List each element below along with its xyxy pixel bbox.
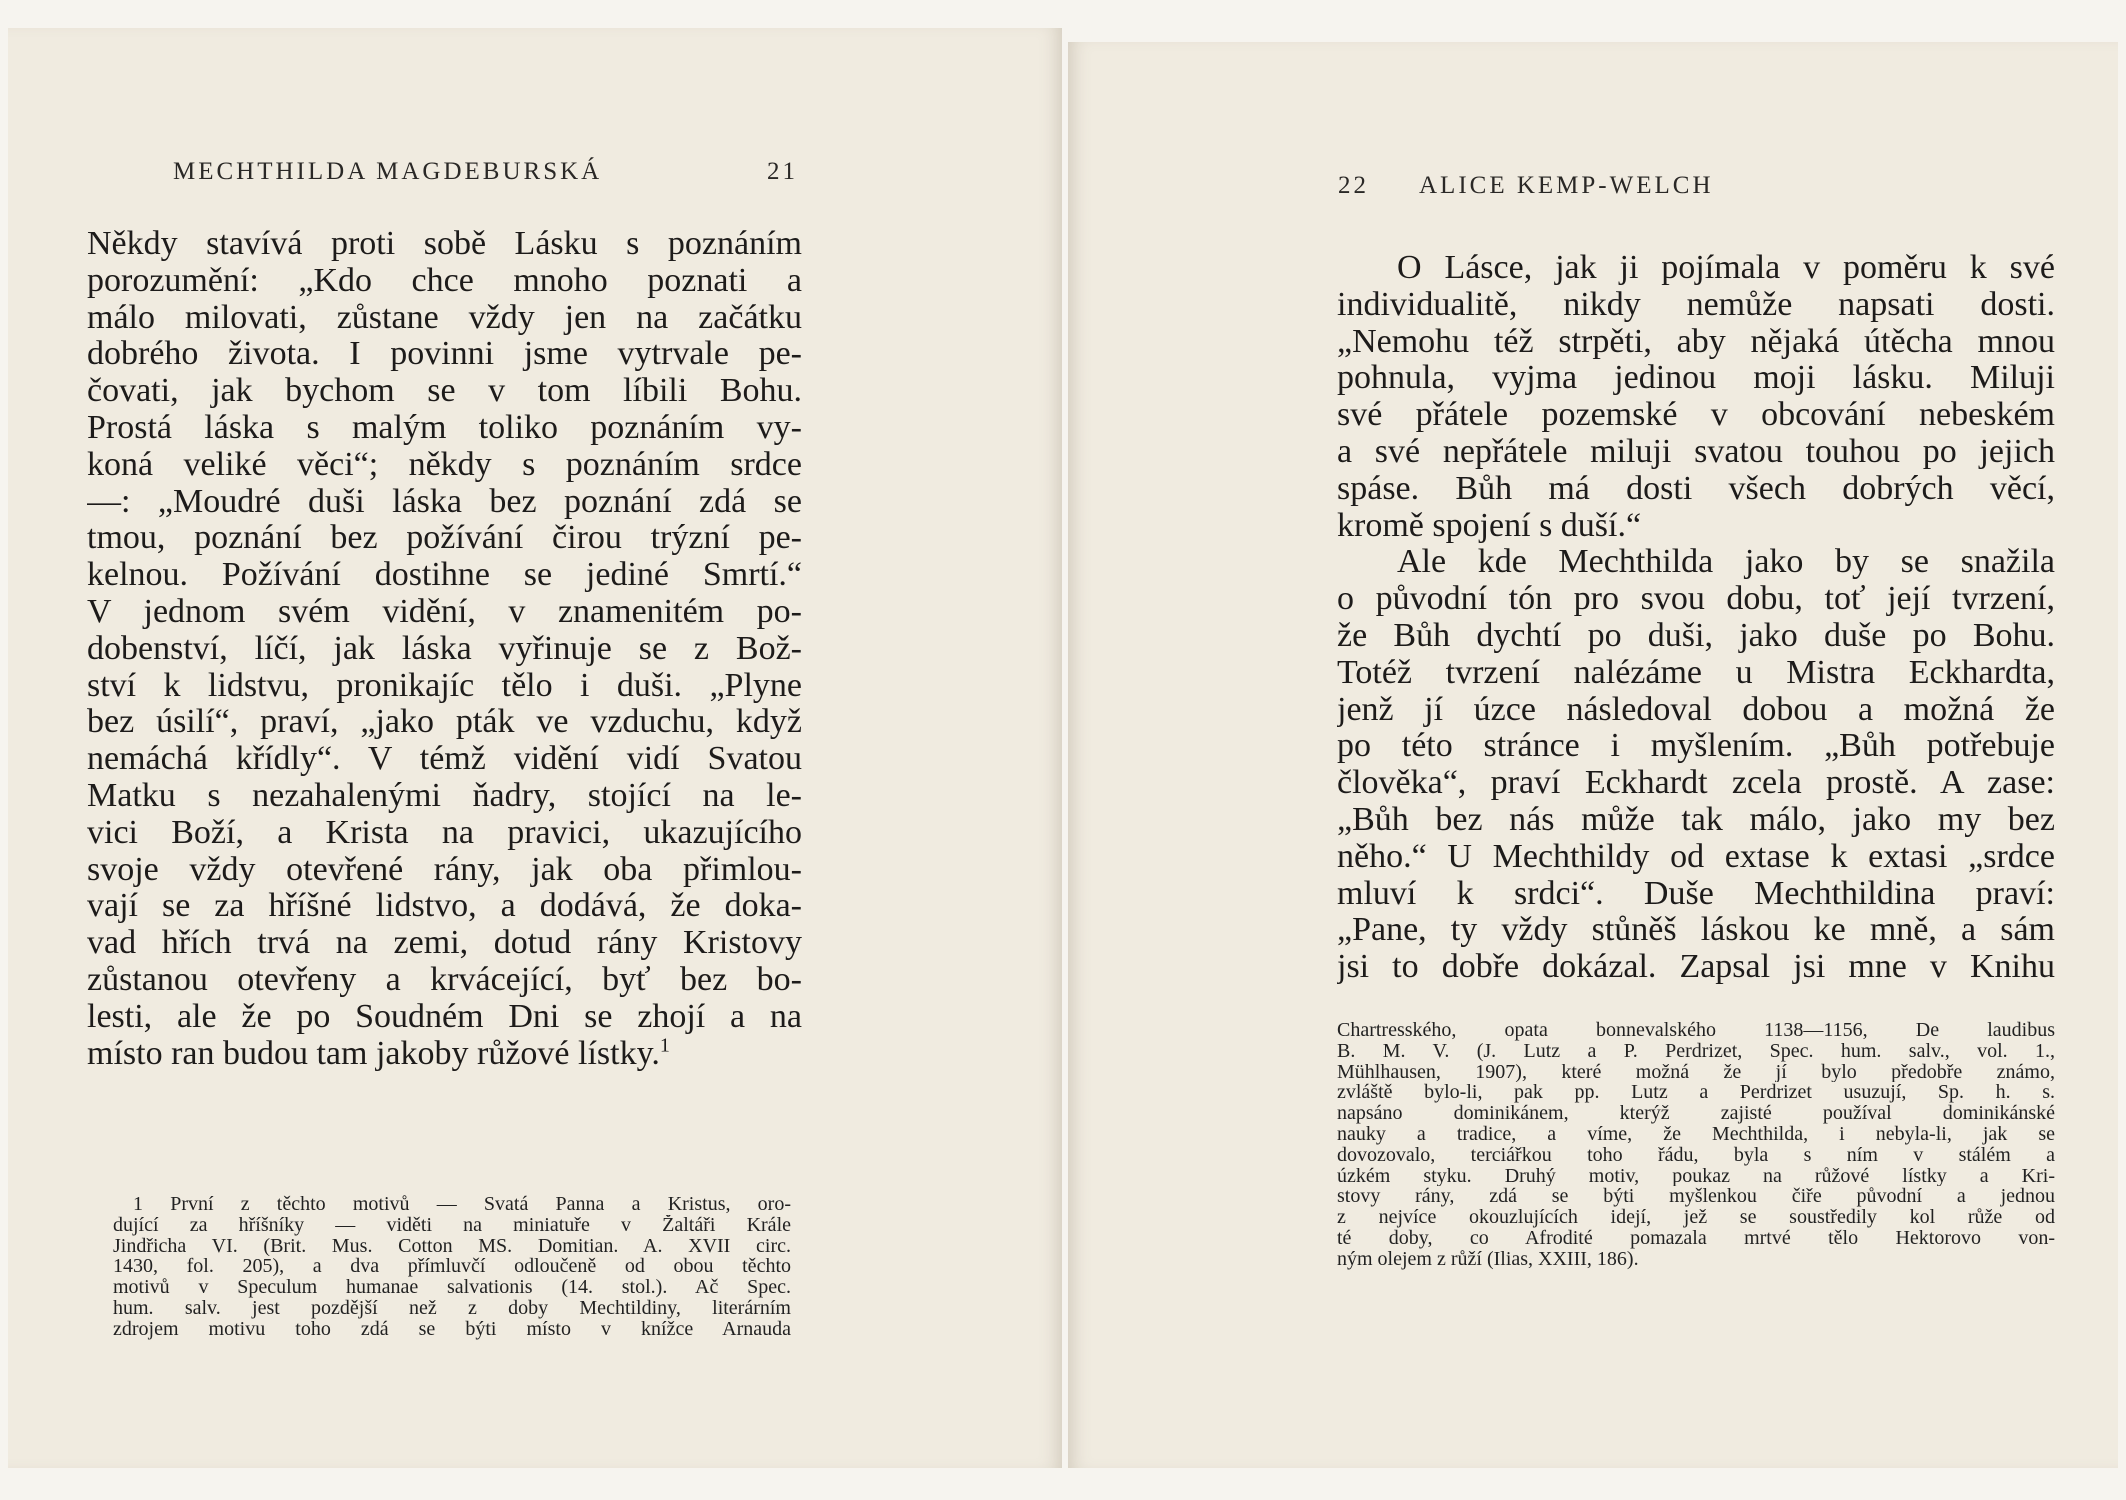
right-footnote-line: nauky a tradice, a víme, že Mechthilda, i nebyla-li, jak se bbox=[1337, 1123, 2055, 1145]
right-body-line: pohnula, vyjma jedinou moji lásku. Miluji bbox=[1337, 360, 2055, 397]
right-running-head bbox=[1338, 172, 1908, 200]
right-footnote-line: ným olejem z růží (Ilias, XXIII, 186). bbox=[1337, 1248, 1639, 1270]
left-running-head bbox=[173, 158, 798, 186]
right-body-line: jsi to dobře dokázal. Zapsal jsi mne v Knihu bbox=[1337, 949, 2055, 986]
left-body-line: dobrého života. I povinni jsme vytrvale pe- bbox=[87, 336, 802, 373]
left-body-line: svoje vždy otevřené rány, jak oba přimlou- bbox=[87, 851, 802, 888]
right-body-line: a své nepřátele miluji svatou touhou po jejich bbox=[1337, 433, 2055, 470]
left-body-line: vad hřích trvá na zemi, dotud rány Kristovy bbox=[87, 925, 802, 962]
right-body-line: individualitě, nikdy nemůže napsati dosti. bbox=[1337, 286, 2055, 323]
left-page-number: 21 bbox=[767, 158, 798, 185]
right-body-line: po této stránce i myšlením. „Bůh potřebuje bbox=[1337, 728, 2055, 765]
left-body-line: Matku s nezahalenými ňadry, stojící na le- bbox=[87, 777, 802, 814]
right-footnote-line: napsáno dominikánem, kterýž zajisté používal dominikánské bbox=[1337, 1103, 2055, 1124]
left-footnote bbox=[113, 1194, 791, 1340]
left-footnote-line: Jindřicha VI. (Brit. Mus. Cotton MS. Domitian. A. XVII circ. bbox=[113, 1235, 791, 1257]
left-footnote-line: dující za hříšníky — viděti na miniatuře v Žaltáři Krále bbox=[113, 1214, 791, 1236]
left-body-line: koná veliké věci“; někdy s poznáním srdce bbox=[87, 446, 802, 483]
right-footnote-line: z nejvíce okouzlujících idejí, jež se soustředily kol růže od bbox=[1337, 1207, 2055, 1228]
left-body-line: ství k lidstvu, pronikajíc tělo i duši. „Plyne bbox=[87, 667, 802, 704]
left-body-line: porozumění: „Kdo chce mnoho poznati a bbox=[87, 262, 802, 299]
left-body-line: Někdy stavívá proti sobě Lásku s poznáním bbox=[87, 226, 802, 262]
right-footnote-line: Mühlhausen, 1907), které možná že jí bylo předobře známo, bbox=[1337, 1061, 2055, 1083]
right-body-line: o původní tón pro svou dobu, toť její tvrzení, bbox=[1337, 581, 2055, 618]
right-footnote bbox=[1337, 1020, 2055, 1270]
right-body-line: Totéž tvrzení nalézáme u Mistra Eckhardta, bbox=[1337, 654, 2055, 691]
right-footnote-line: B. M. V. (J. Lutz a P. Perdrizet, Spec. hum. salv., vol. 1., bbox=[1337, 1040, 2055, 1062]
right-footnote-line: stovy rány, zdá se býti myšlenkou čiře původní a jednou bbox=[1337, 1186, 2055, 1208]
right-footnote-line: Chartresského, opata bonnevalského 1138—1156, De laudibus bbox=[1337, 1020, 2055, 1041]
right-page-number: 22 bbox=[1338, 172, 1369, 199]
right-body-line: „Pane, ty vždy stůněš láskou ke mně, a sám bbox=[1337, 912, 2055, 949]
left-body-line: —: „Moudré duši láska bez poznání zdá se bbox=[87, 483, 802, 520]
left-body-last-line bbox=[87, 1036, 802, 1073]
left-body-line: málo milovati, zůstane vždy jen na začátku bbox=[87, 299, 802, 336]
right-page bbox=[1068, 42, 2118, 1468]
left-body-line: dobenství, líčí, jak láska vyřinuje se z Bož- bbox=[87, 630, 802, 667]
left-body-line: vici Boží, a Krista na pravici, ukazujícího bbox=[87, 814, 802, 851]
right-body-line: že Bůh dychtí po duši, jako duše po Bohu. bbox=[1337, 617, 2055, 654]
right-footnote-line: zvláště bylo-li, pak pp. Lutz a Perdrizet usuzují, Sp. h. s. bbox=[1337, 1082, 2055, 1104]
right-footnote-line: té doby, co Afrodité pomazala mrtvé tělo Hektorovo von- bbox=[1337, 1227, 2055, 1249]
left-body-text bbox=[87, 226, 802, 1072]
left-body-line: Prostá láska s malým toliko poznáním vy- bbox=[87, 409, 802, 446]
right-body-line: spáse. Bůh má dosti všech dobrých věcí, bbox=[1337, 470, 2055, 507]
left-footnote-line: 1430, fol. 205), a dva přímluvčí odloučeně od obou těchto bbox=[113, 1256, 791, 1278]
left-body-line-text: místo ran budou tam jakoby růžové lístky. bbox=[87, 1035, 660, 1072]
right-body-line: člověka“, praví Eckhardt zcela prostě. A zase: bbox=[1337, 765, 2055, 802]
left-body-line: bez úsilí“, praví, „jako pták ve vzduchu, když bbox=[87, 704, 802, 741]
footnote-marker: 1 bbox=[659, 1035, 670, 1057]
right-body-line: „Nemohu též strpěti, aby nějaká útěcha mnou bbox=[1337, 323, 2055, 360]
right-header-title: ALICE KEMP-WELCH bbox=[1419, 172, 1714, 199]
right-body-line: své přátele pozemské v obcování nebeském bbox=[1337, 397, 2055, 434]
left-header-title: MECHTHILDA MAGDEBURSKÁ bbox=[173, 158, 603, 185]
left-footnote-line: zdrojem motivu toho zdá se býti místo v knížce Arnauda bbox=[113, 1318, 791, 1340]
left-body-line: lesti, ale že po Soudném Dni se zhojí a na bbox=[87, 998, 802, 1035]
right-footnote-line: úzkém styku. Druhý motiv, poukaz na růžové lístky a Kri- bbox=[1337, 1165, 2055, 1187]
right-body-line: mluví k srdci“. Duše Mechthildina praví: bbox=[1337, 875, 2055, 912]
left-footnote-line: motivů v Speculum humanae salvationis (14. stol.). Ač Spec. bbox=[113, 1277, 791, 1298]
right-footnote-line: dovozovalo, terciářkou toho řádu, byla s ním v stálém a bbox=[1337, 1144, 2055, 1166]
left-body-line: tmou, poznání bez požívání čirou trýzní pe- bbox=[87, 520, 802, 557]
right-body-line: jenž jí úzce následoval dobou a možná že bbox=[1337, 691, 2055, 728]
right-body-line: Ale kde Mechthilda jako by se snažila bbox=[1397, 544, 2055, 581]
right-body-line: „Bůh bez nás může tak málo, jako my bez bbox=[1337, 801, 2055, 838]
left-body-line: V jednom svém vidění, v znamenitém po- bbox=[87, 593, 802, 630]
right-body-line: kromě spojení s duší.“ bbox=[1337, 507, 1642, 544]
left-body-line: čovati, jak bychom se v tom líbili Bohu. bbox=[87, 373, 802, 410]
right-body-text bbox=[1337, 250, 2055, 986]
right-body-line: O Lásce, jak ji pojímala v poměru k své bbox=[1397, 250, 2055, 286]
left-body-line: nemáchá křídly“. V témž vidění vidí Svatou bbox=[87, 741, 802, 778]
left-footnote-line: hum. salv. jest pozdější než z doby Mechtildiny, literárním bbox=[113, 1297, 791, 1319]
left-body-line: kelnou. Požívání dostihne se jediné Smrtí.“ bbox=[87, 557, 802, 594]
left-page bbox=[8, 28, 1062, 1468]
left-body-line: zůstanou otevřeny a krvácející, byť bez bo- bbox=[87, 961, 802, 998]
left-footnote-line: 1 První z těchto motivů — Svatá Panna a Kristus, oro- bbox=[133, 1194, 791, 1215]
left-body-line: vají se za hříšné lidstvo, a dodává, že doka- bbox=[87, 888, 802, 925]
right-body-line: něho.“ U Mechthildy od extase k extasi „srdce bbox=[1337, 838, 2055, 875]
